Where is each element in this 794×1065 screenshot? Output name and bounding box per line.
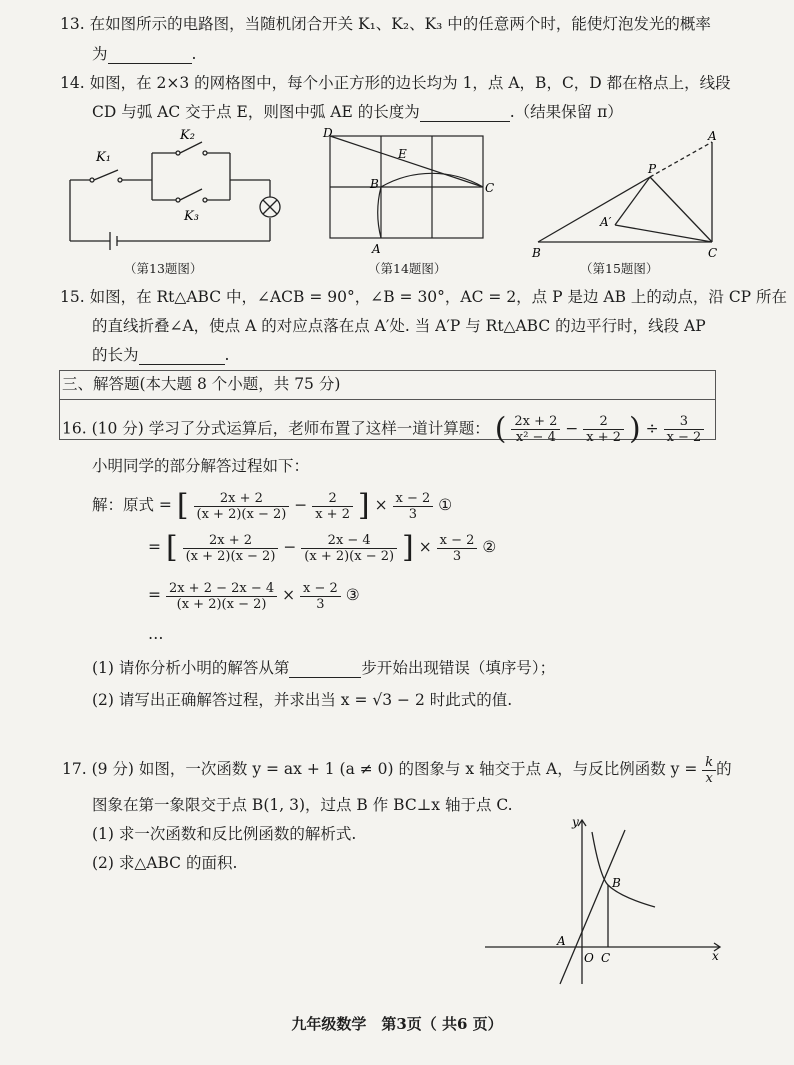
label-c: C (708, 246, 718, 260)
q13-answer-blank[interactable] (108, 45, 192, 64)
divide-sign: ÷ (645, 419, 659, 438)
paren-open: ( (494, 411, 507, 447)
q16-header (62, 411, 704, 447)
step-mark: ① (438, 496, 453, 514)
bracket-close: ] (402, 530, 414, 565)
num: x − 2 (300, 581, 341, 597)
q16-intro: 小明同学的部分解答过程如下： (92, 457, 310, 475)
q16-part1 (92, 658, 555, 678)
fig15-caption: （第15题图） (580, 261, 659, 276)
q15-end: . (224, 346, 230, 364)
times-sign: × (374, 496, 388, 514)
page-footer: 九年级数学 第3页（ 共6 页） (291, 1015, 503, 1033)
frac (166, 581, 277, 612)
label-k1: K₁ (96, 150, 111, 165)
times-sign: × (418, 538, 432, 556)
frac-k-over-x (702, 755, 716, 786)
q13-text: 13. 在如图所示的电路图，当随机闭合开关 K₁、K₂、K₃ 中的任意两个时，能使灯泡发光的概率 (60, 15, 711, 33)
den: x + 2 (315, 506, 350, 522)
label-b: B (612, 876, 621, 890)
den: x − 2 (666, 430, 702, 445)
frac (183, 533, 279, 564)
q14-end: .（结果保留 π） (509, 103, 623, 121)
fig13-caption: （第13题图） (124, 261, 203, 276)
den: x + 2 (586, 430, 622, 445)
frac-3 (664, 414, 705, 445)
frac (312, 491, 353, 522)
num: 2x − 4 (301, 533, 397, 549)
q14-text: 14. 如图，在 2×3 的网格图中，每个小正方形的边长均为 1，点 A，B，C，D 都在格点上，线段 (60, 74, 731, 92)
den: (x + 2)(x − 2) (196, 506, 287, 522)
q16-p1-end: 步开始出现错误（填序号）； (361, 659, 556, 677)
label-a: A (372, 242, 381, 256)
q17-head-end: 的 (716, 760, 732, 778)
q17-part1: (1) 求一次函数和反比例函数的解析式. (92, 825, 357, 843)
q15-text: 15. 如图，在 Rt△ABC 中，∠ACB = 90°，∠B = 30°，AC = 2，点 P 是边 AB 上的动点，沿 CP 所在 (60, 288, 788, 306)
num: 2x + 2 (511, 414, 560, 430)
triangle-figure (530, 130, 730, 260)
den: (x + 2)(x − 2) (185, 548, 276, 564)
q14-answer-blank[interactable] (420, 103, 510, 122)
bracket-close: ] (357, 488, 370, 523)
q17-line2: 图象在第一象限交于点 B(1, 3)，过点 B 作 BC⊥x 轴于点 C. (92, 796, 513, 814)
q15-line2: 的直线折叠∠A，使点 A 的对应点落在点 A′处. 当 A′P 与 Rt△ABC 的边平行时，线段 AP (92, 317, 706, 335)
function-graph (480, 812, 730, 987)
den: 3 (452, 548, 462, 564)
den: x² − 4 (515, 430, 556, 445)
section-divider (60, 399, 715, 400)
frac (393, 491, 434, 522)
den: (x + 2)(x − 2) (304, 548, 395, 564)
equals-sign: = (148, 538, 161, 556)
minus-sign: − (565, 419, 579, 438)
num: 2x + 2 − 2x − 4 (166, 581, 277, 597)
q15-answer-blank[interactable] (139, 346, 225, 365)
section-title: 三、解答题(本大题 8 个小题，共 75 分) (62, 375, 341, 393)
q17-part2: (2) 求△ABC 的面积. (92, 854, 238, 872)
den: (x + 2)(x − 2) (176, 596, 267, 612)
circuit-figure (60, 128, 290, 263)
q16-step2 (148, 530, 496, 564)
num: 2x + 2 (194, 491, 290, 507)
minus-sign: − (283, 538, 297, 556)
axis-label-x: x (712, 949, 719, 963)
q17-header (62, 752, 732, 786)
label-c: C (601, 951, 611, 965)
q13-end: . (191, 45, 197, 63)
q14-line2 (92, 102, 623, 122)
q16-step3 (148, 578, 360, 612)
num: 2 (583, 414, 624, 430)
num: 3 (664, 414, 705, 430)
fig14-caption: （第14题图） (368, 261, 447, 276)
frac (194, 491, 290, 522)
label-k2: K₂ (180, 128, 195, 143)
den: x (705, 770, 713, 786)
label-p: P (648, 162, 657, 176)
equals-sign: = (148, 586, 161, 604)
q16-dots: … (148, 625, 164, 643)
label-o: O (584, 951, 594, 965)
label-a: A (557, 934, 566, 948)
frac (301, 533, 397, 564)
times-sign: × (282, 586, 296, 604)
q15-prefix: 的长为 (92, 346, 139, 364)
num: 2x + 2 (183, 533, 279, 549)
frac (437, 533, 478, 564)
frac-1 (511, 414, 560, 445)
axis-label-y: y (572, 815, 579, 829)
sol-label: 解：原式 = (92, 496, 172, 514)
q13-prefix: 为 (92, 45, 108, 63)
label-b: B (370, 177, 379, 191)
q16-step1 (92, 488, 452, 522)
q14-prefix: CD 与弧 AC 交于点 E，则图中弧 AE 的长度为 (92, 103, 420, 121)
bracket-open: [ (165, 530, 178, 565)
num: 2 (312, 491, 353, 507)
q15-line3 (92, 345, 229, 365)
label-b: B (532, 246, 541, 260)
paren-close: ) (628, 411, 641, 447)
label-a: A (708, 130, 717, 143)
den: 3 (408, 506, 418, 522)
q13-line2 (92, 44, 196, 64)
label-c: C (485, 181, 495, 195)
step-mark: ② (482, 538, 497, 556)
num: k (702, 755, 716, 771)
label-d: D (323, 126, 333, 140)
num: x − 2 (393, 491, 434, 507)
q16-head: 16. (10 分) 学习了分式运算后，老师布置了这样一道计算题： (62, 419, 490, 438)
num: x − 2 (437, 533, 478, 549)
label-a-prime: A′ (600, 215, 612, 229)
frac (300, 581, 341, 612)
q16-answer-blank[interactable] (289, 659, 361, 678)
q16-part2: (2) 请写出正确解答过程，并求出当 x = √3 − 2 时此式的值. (92, 691, 513, 709)
minus-sign: − (294, 496, 308, 514)
label-k3: K₃ (184, 209, 199, 224)
grid-figure (320, 126, 500, 260)
q17-head: 17. (9 分) 如图，一次函数 y = ax + 1 (a ≠ 0) 的图象与 x 轴交于点 A，与反比例函数 y = (62, 760, 698, 778)
den: 3 (316, 596, 325, 612)
frac-2 (583, 414, 624, 445)
step-mark: ③ (345, 586, 360, 604)
q16-p1-prefix: (1) 请你分析小明的解答从第 (92, 659, 290, 677)
bracket-open: [ (176, 488, 189, 523)
label-e: E (398, 147, 407, 161)
